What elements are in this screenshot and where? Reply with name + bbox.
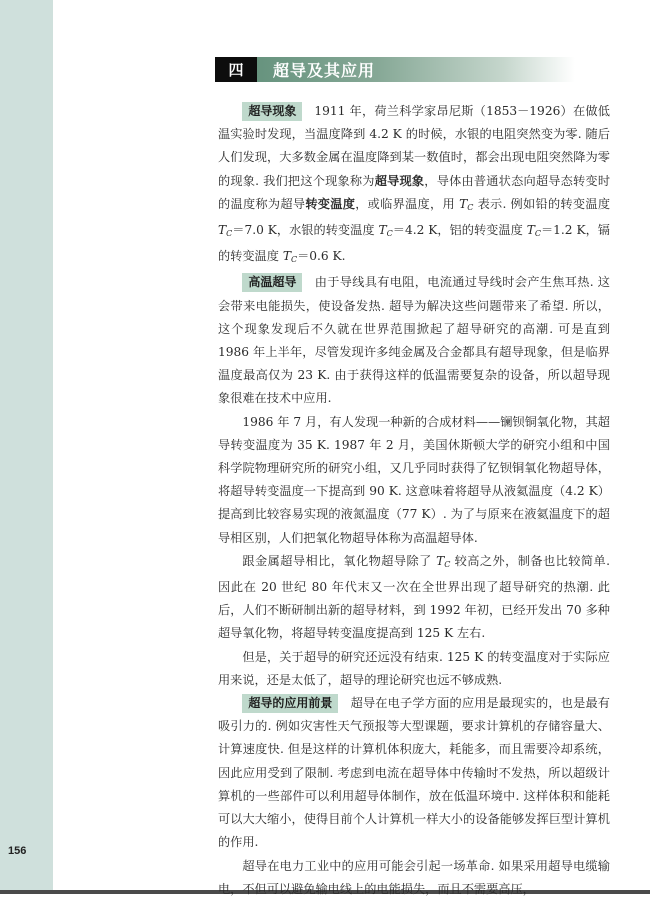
subscript: C [290,255,298,265]
text-run: ＝4.2 K，铝的转变温度 [392,223,527,238]
text-run: ＝7.0 K，水银的转变温度 [232,223,379,238]
text-run: 但是，关于超导的研究还远没有结束. 125 K 的转变温度对于实际应用来说，还是太低了，超导的理论研究也远不够成熟. [218,649,610,687]
bold-term: 转变温度 [305,196,356,211]
text-run: ，或临界温度，用 [355,196,460,211]
italic-symbol: T [459,196,468,211]
page-margin-band [0,0,53,890]
section-number: 四 [215,57,257,82]
paragraph [218,271,610,410]
subscript: C [226,229,233,239]
italic-symbol: T [282,249,291,264]
text-run: ＝1.2 K，镉的转变温度 [218,223,610,264]
text-run: 表示. 例如铅的转变温度 [473,196,611,211]
subscript: C [467,202,474,212]
text-run: 超导在电子学方面的应用是最现实的，也是最有吸引力的. 例如灾害性天气预报等大型课题，要求计算机的存储容量大、计算速度快. 但是这样的计算机体积庞大，耗能多，而且需要冷却系统，因此应用受到了限制. 考虑到电流在超导体中传输时不发热，所以超级计算机的一些部件可以利用超导体制作，放在低温环境中. 这样体积和能耗可以大大缩小，使得目前个人计算机一样大小的设备能够发挥巨型计算机的作用. [218,696,610,850]
paragraph-topic-label: 超导的应用前景 [242,694,338,713]
text-run: ，导体由普通状态向超导态转变时的温度称为超导 [218,173,611,211]
text-run: 由于导线具有电阻，电流通过导线时会产生焦耳热. 这会带来电能损失，使设备发热. 超导为解决这些问题带来了希望. 所以，这个现象发现后不久就在世界范围掀起了超导研究的高潮. 可是直到 1986 年上半年，尽管发现许多纯金属及合金都具有超导现象，但是临界温度最高仅为 23 K. 由于获得这样的低温需要复杂的设备，所以超导现象很难在技术中应用. [218,275,610,406]
italic-symbol: T [218,223,227,238]
paragraph [218,411,610,550]
paragraph-topic-label: 高温超导 [242,273,302,292]
section-header [215,57,575,82]
subscript: C [534,229,541,239]
paragraph-topic-label: 超导现象 [242,102,302,121]
text-run: 较高之外，制备也比较简单. 因此在 20 世纪 80 年代末又一次在全世界出现了超导研究的热潮. 此后，人们不断研制出新的超导材料，到 1992 年初，已经开发出 70 多种超导氧化物，将超导转变温度提高到 125 K 左右. [218,553,610,641]
text-run: ＝0.6 K. [297,249,346,264]
subscript: C [386,229,393,239]
text-run: 跟金属超导相比，氧化物超导除了 [242,553,437,568]
body-text [218,100,610,901]
bold-term: 超导现象 [374,173,425,188]
italic-symbol: T [378,223,387,238]
paragraph [218,646,610,692]
subscript: C [444,559,451,569]
text-run: 1911 年，荷兰科学家昂尼斯（1853－1926）在做低温实验时发现，当温度降到 4.2 K 的时候，水银的电阻突然变为零. 随后人们发现，大多数金属在温度降到某一数值时，都会出现电阻突然降为零的现象. 我们把这个现象称为 [218,104,610,188]
italic-symbol: T [526,223,535,238]
italic-symbol: T [436,553,445,568]
paragraph [218,100,610,271]
paragraph [218,692,610,854]
page-number: 156 [8,845,27,857]
text-run: 1986 年 7 月，有人发现一种新的合成材料——镧钡铜氧化物，其超导转变温度为 35 K. 1987 年 2 月，美国休斯顿大学的研究小组和中国科学院物理研究所的研究小组，又几乎同时获得了钇钡铜氧化物超导体，将超导转变温度一下提高到 90 K. 这意味着将超导从液氦温度（4.2 K）提高到比较容易实现的液氮温度（77 K）. 为了与原来在液氦温度下的超导相区别，人们把氧化物超导体称为高温超导体. [218,414,610,545]
section-title: 超导及其应用 [273,61,376,80]
paragraph [218,550,610,646]
text-run: 超导在电力工业中的应用可能会引起一场革命. 如果采用超导电缆输电，不但可以避免输电线上的电能损失，而且不需要高压， [218,858,610,896]
